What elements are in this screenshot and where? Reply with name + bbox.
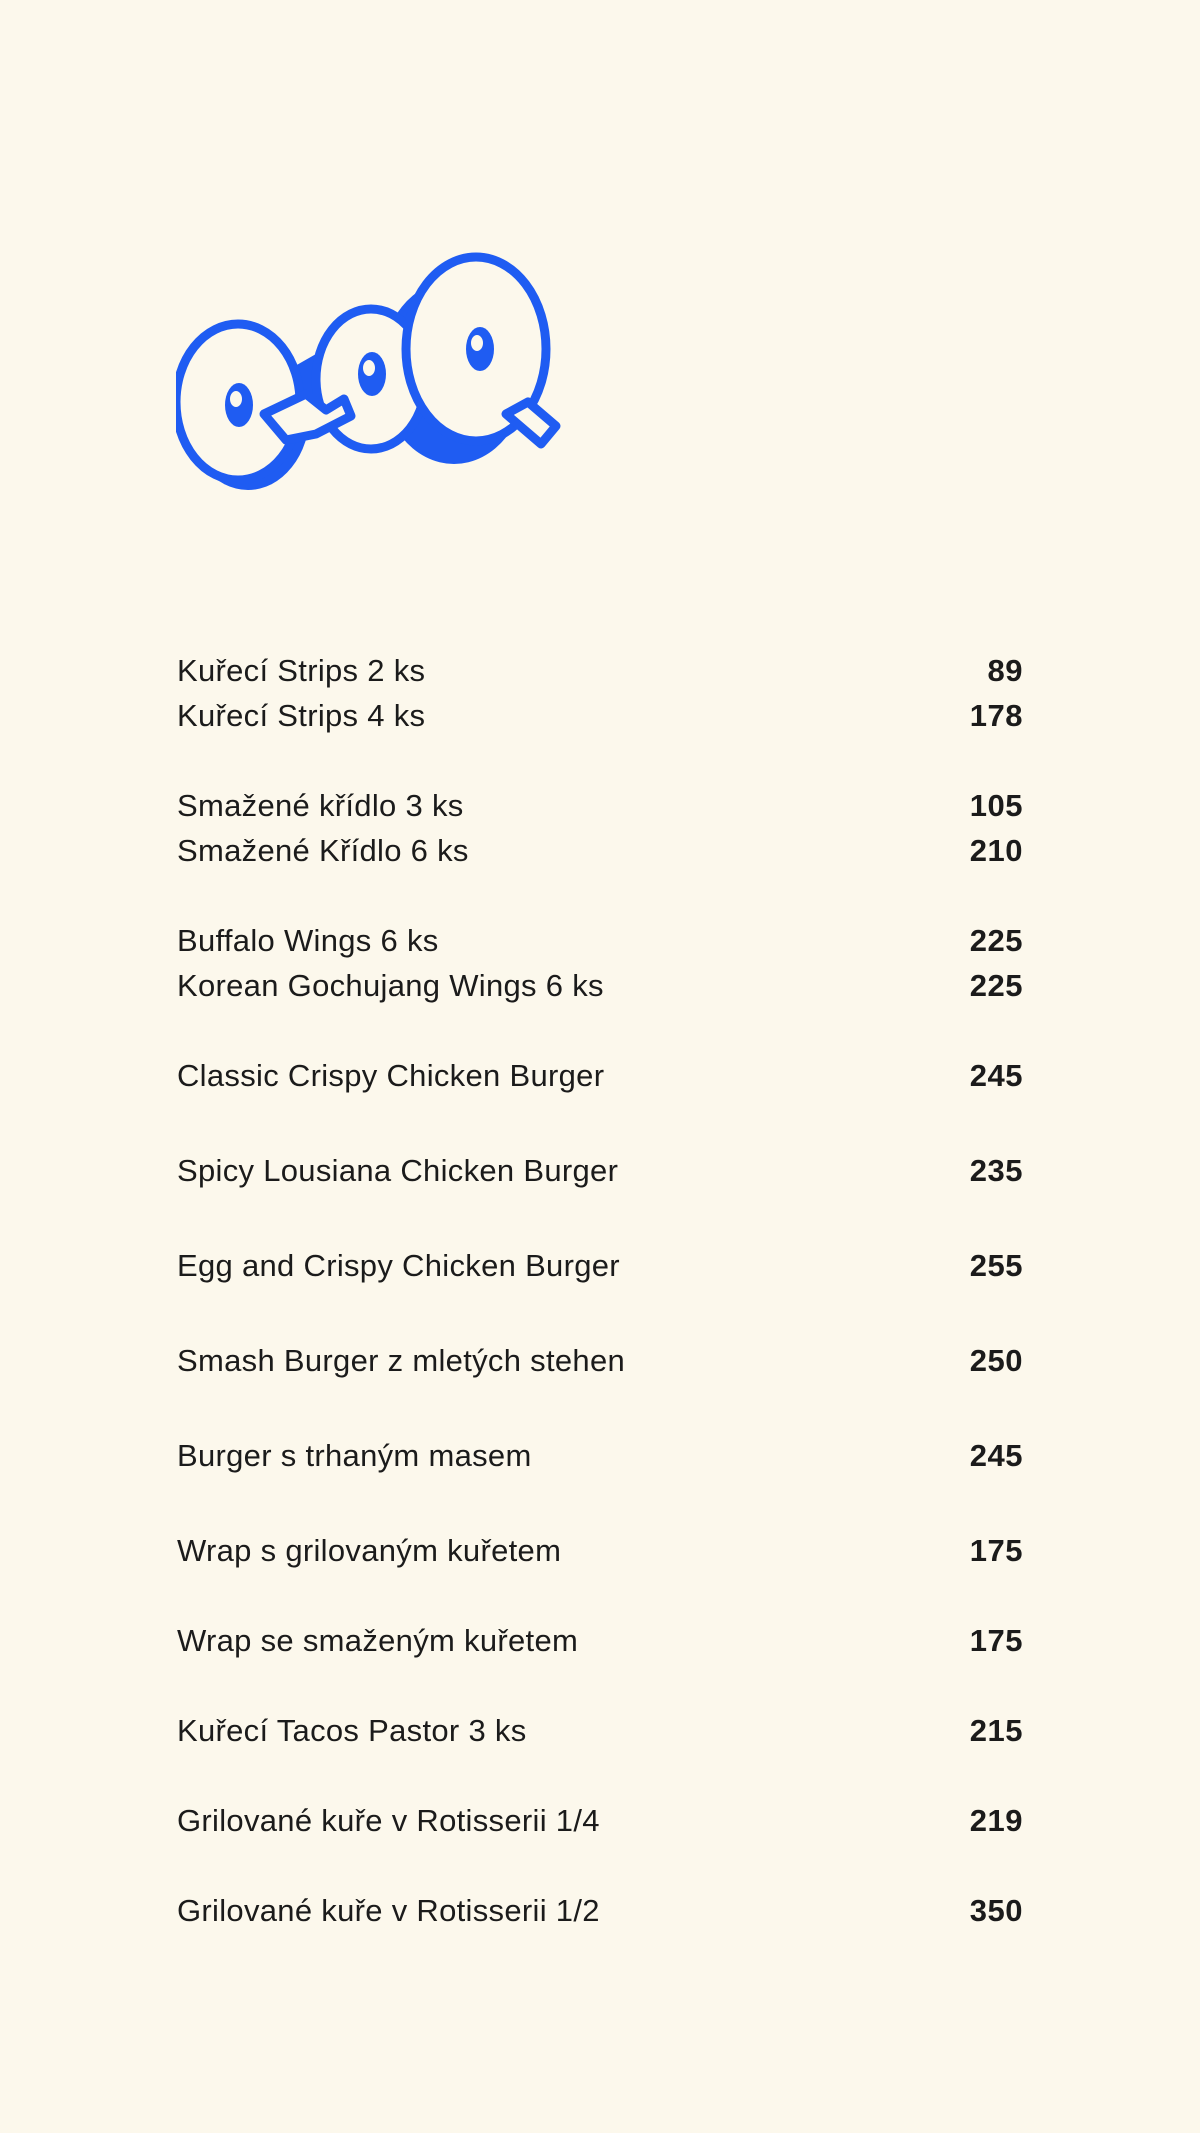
menu-item-name: Korean Gochujang Wings 6 ks bbox=[177, 967, 604, 1003]
menu-item bbox=[177, 963, 1023, 1008]
menu-item bbox=[177, 1888, 1023, 1933]
menu-item-name: Burger s trhaným masem bbox=[177, 1437, 532, 1473]
menu-item bbox=[177, 1243, 1023, 1288]
menu-item bbox=[177, 828, 1023, 873]
menu-item-price: 89 bbox=[987, 652, 1023, 688]
menu-item-name: Classic Crispy Chicken Burger bbox=[177, 1057, 605, 1093]
menu-item bbox=[177, 1053, 1023, 1098]
menu-item-price: 175 bbox=[969, 1622, 1023, 1658]
menu-item bbox=[177, 693, 1023, 738]
menu-item-price: 210 bbox=[969, 832, 1023, 868]
menu-item-name: Wrap se smaženým kuřetem bbox=[177, 1622, 579, 1658]
menu-item-price: 225 bbox=[969, 922, 1023, 958]
menu-item-price: 245 bbox=[969, 1437, 1023, 1473]
menu-item-price: 178 bbox=[969, 697, 1023, 733]
menu-item bbox=[177, 1618, 1023, 1663]
menu-item-name: Smažené Křídlo 6 ks bbox=[177, 832, 469, 868]
menu-item-name: Spicy Lousiana Chicken Burger bbox=[177, 1152, 619, 1188]
menu-item bbox=[177, 1798, 1023, 1843]
menu-item-name: Smash Burger z mletých stehen bbox=[177, 1342, 626, 1378]
menu-item bbox=[177, 648, 1023, 693]
menu-item-price: 255 bbox=[969, 1247, 1023, 1283]
menu-item bbox=[177, 1433, 1023, 1478]
menu-item-name: Egg and Crispy Chicken Burger bbox=[177, 1247, 620, 1283]
menu-item-name: Smažené křídlo 3 ks bbox=[177, 787, 464, 823]
menu-item bbox=[177, 918, 1023, 963]
menu-item-price: 245 bbox=[969, 1057, 1023, 1093]
menu-item-price: 250 bbox=[969, 1342, 1023, 1378]
menu-item bbox=[177, 1528, 1023, 1573]
menu-item bbox=[177, 1708, 1023, 1753]
menu-list bbox=[177, 648, 1023, 1933]
menu-item-price: 219 bbox=[969, 1802, 1023, 1838]
menu-item-name: Grilované kuře v Rotisserii 1/2 bbox=[177, 1892, 600, 1928]
brand-logo bbox=[176, 244, 626, 494]
menu-item bbox=[177, 783, 1023, 828]
menu-item-price: 105 bbox=[969, 787, 1023, 823]
menu-item-name: Buffalo Wings 6 ks bbox=[177, 922, 439, 958]
menu-item-price: 225 bbox=[969, 967, 1023, 1003]
menu-item bbox=[177, 1338, 1023, 1383]
menu-item-name: Wrap s grilovaným kuřetem bbox=[177, 1532, 562, 1568]
menu-item-name: Kuřecí Strips 2 ks bbox=[177, 652, 426, 688]
menu-item-name: Grilované kuře v Rotisserii 1/4 bbox=[177, 1802, 600, 1838]
menu-item-name: Kuřecí Tacos Pastor 3 ks bbox=[177, 1712, 527, 1748]
menu-item bbox=[177, 1148, 1023, 1193]
menu-item-price: 350 bbox=[969, 1892, 1023, 1928]
menu-item-price: 215 bbox=[969, 1712, 1023, 1748]
menu-item-price: 175 bbox=[969, 1532, 1023, 1568]
menu-item-name: Kuřecí Strips 4 ks bbox=[177, 697, 426, 733]
brand-logo-graphic bbox=[176, 244, 626, 494]
menu-item-price: 235 bbox=[969, 1152, 1023, 1188]
